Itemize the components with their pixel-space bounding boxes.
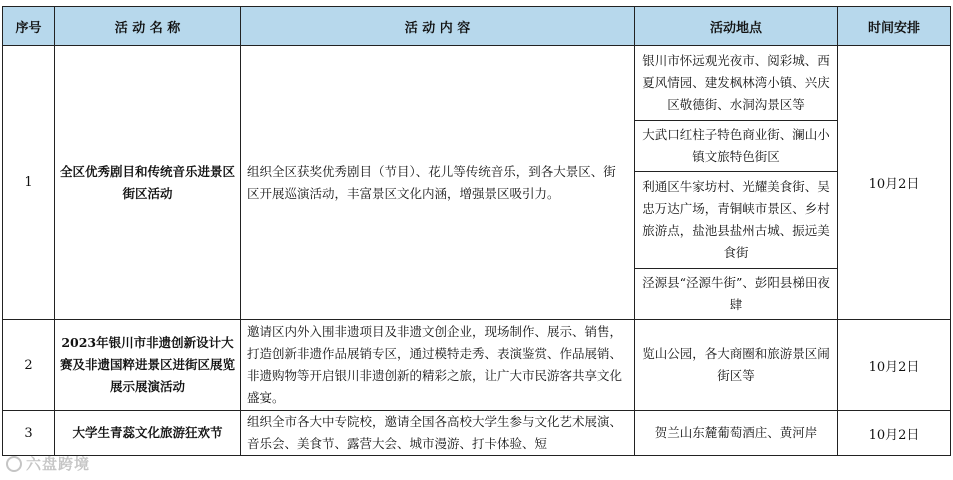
header-name: 活 动 名 称 <box>55 7 241 46</box>
table-header-row <box>3 7 951 46</box>
row-no: 1 <box>3 46 55 320</box>
activity-location: 大武口红柱子特色商业街、澜山小镇文旅特色街区 <box>635 121 838 172</box>
watermark <box>6 453 90 474</box>
activity-location: 览山公园，各大商圈和旅游景区闹街区等 <box>635 320 838 411</box>
row-no: 2 <box>3 320 55 411</box>
activity-name: 全区优秀剧目和传统音乐进景区街区活动 <box>55 46 241 320</box>
activity-content: 组织全区获奖优秀剧目（节目）、花儿等传统音乐，到各大景区、街区开展巡演活动，丰富景区文化内涵，增强景区吸引力。 <box>241 46 635 320</box>
header-location: 活动地点 <box>635 7 838 46</box>
activity-time: 10月2日 <box>838 46 951 320</box>
watermark-logo-icon <box>6 456 22 472</box>
activity-name: 大学生青蕊文化旅游狂欢节 <box>55 411 241 456</box>
header-content: 活 动 内 容 <box>241 7 635 46</box>
row-no: 3 <box>3 411 55 456</box>
activity-time: 10月2日 <box>838 411 951 456</box>
header-no: 序号 <box>3 7 55 46</box>
table-row <box>3 46 951 121</box>
activity-location: 银川市怀远观光夜市、阅彩城、西夏风情园、建发枫林湾小镇、兴庆区敬德街、水洞沟景区等 <box>635 46 838 121</box>
table-row <box>3 320 951 411</box>
watermark-text: 六盘跨境 <box>26 455 91 473</box>
table-row <box>3 411 951 456</box>
activity-content: 邀请区内外入围非遗项目及非遗文创企业，现场制作、展示、销售，打造创新非遗作品展销专区，通过模特走秀、表演鉴赏、作品展销、非遗购物等开启银川非遗创新的精彩之旅，让广大市民游客共享文化盛宴。 <box>241 320 635 411</box>
activity-time: 10月2日 <box>838 320 951 411</box>
activity-content: 组织全市各大中专院校，邀请全国各高校大学生参与文化艺术展演、音乐会、美食节、露营大会、城市漫游、打卡体验、短 <box>241 411 635 456</box>
header-time: 时间安排 <box>838 7 951 46</box>
activity-name: 2023年银川市非遗创新设计大赛及非遗国粹进景区进街区展览展示展演活动 <box>55 320 241 411</box>
activity-location: 贺兰山东麓葡萄酒庄、黄河岸 <box>635 411 838 456</box>
activity-table <box>2 6 951 456</box>
activity-location: 泾源县“泾源牛街”、彭阳县梯田夜肆 <box>635 269 838 320</box>
activity-location: 利通区牛家坊村、光耀美食街、吴忠万达广场，青铜峡市景区、乡村旅游点，盐池县盐州古城、振远美食街 <box>635 172 838 269</box>
